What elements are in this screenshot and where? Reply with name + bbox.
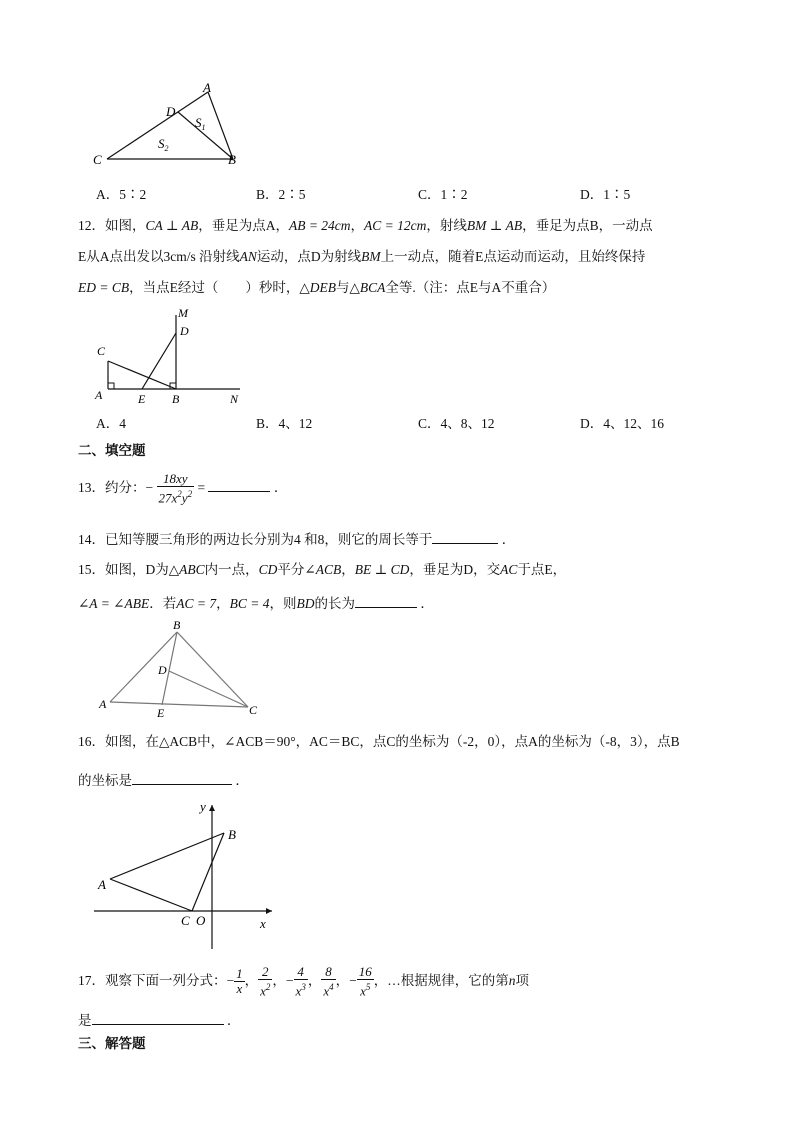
q17-answer-blank[interactable] (92, 1010, 224, 1025)
triangle-figure-q11 (88, 82, 258, 170)
label-D: D (158, 663, 167, 677)
q17-term: $\frac{8}{x^4}$ (323, 964, 334, 999)
q11-option-b: B．2∶5 (256, 187, 306, 202)
q12-line3: ED = CB，当点E经过（ ）秒时，△DEB与△BCA全等.（注：点E与A不重合） (78, 280, 556, 295)
label-E: E (138, 392, 146, 406)
q13-fraction: $\frac{18xy}{27x^2y^2}$ (158, 471, 193, 506)
coordinate-figure-q16 (88, 797, 288, 957)
label-B: B (172, 392, 180, 406)
figure-q12 (88, 305, 258, 408)
label-C: C (97, 344, 106, 358)
label-M: M (178, 306, 188, 320)
section-heading-fill-in: 二、填空题 (78, 443, 146, 459)
label-D: D (180, 324, 189, 338)
q12-option-c: C．4、8、12 (418, 416, 495, 431)
label-C: C (181, 913, 190, 928)
q11-option-c: C．1∶2 (418, 187, 468, 202)
q17-term: − $\frac{1}{x}$ (226, 966, 243, 997)
label-S2: $S_2$ (158, 136, 169, 153)
q15-line1: 15．如图，D为△ABC内一点，CD平分∠ACB，BE ⊥ CD，垂足为D，交AC于点E， (78, 562, 567, 577)
q17-term: $\frac{2}{x^2}$ (260, 964, 271, 999)
q16-line1: 16．如图，在△ACB中，∠ACB＝90°，AC＝BC，点C的坐标为（-2，0），点A的坐标为（-8，3），点B (78, 734, 680, 749)
figure-q15 (96, 620, 266, 720)
label-A: A (99, 697, 107, 711)
q12-line1: 12．如图，CA ⊥ AB，垂足为点A，AB = 24cm，AC = 12cm，射线BM ⊥ AB，垂足为点B，一动点 (78, 218, 653, 233)
label-A: A (98, 877, 106, 892)
q11-option-d: D．1∶5 (580, 187, 631, 202)
q17-term: − $\frac{16}{x^5}$ (349, 964, 372, 999)
q13: 13．约分：− $\frac{18xy}{27x^2y^2}$ = ． (78, 471, 288, 506)
q15-line2: ∠A = ∠ABE．若AC = 7，BC = 4，则BD的长为 ． (78, 593, 434, 613)
label-S1: $S_1$ (195, 115, 206, 132)
q11-option-a: A．5∶2 (96, 187, 147, 202)
label-A: A (95, 388, 103, 402)
q17-line2: 是 ． (78, 1010, 240, 1030)
q16-line2: 的坐标是 ． (78, 770, 249, 790)
q17-term: − $\frac{4}{x^3}$ (285, 964, 306, 999)
label-x: x (260, 916, 266, 931)
q16-answer-blank[interactable] (132, 770, 232, 785)
label-A: A (203, 82, 211, 95)
q12-line2: E从A点出发以3cm/s 沿射线AN运动，点D为射线BM上一动点，随着E点运动而运动，且始终保持 (78, 249, 646, 264)
q14-answer-blank[interactable] (432, 529, 498, 544)
label-C: C (249, 703, 258, 717)
label-y: y (200, 799, 206, 814)
label-B: B (228, 827, 236, 842)
label-E: E (157, 706, 165, 720)
label-D: D (166, 104, 176, 119)
q17-line1: 17．观察下面一列分式：− $\frac{1}{x}$ ， $\frac{2}{x^2}$ ，− $\frac{4}{x^3}$ ， $\frac{8}{x^4}$ ，− $\frac{16}{x^5}$ ，…根据规律，它的第n项 (78, 964, 529, 999)
q13-answer-blank[interactable] (208, 477, 270, 492)
q14: 14．已知等腰三角形的两边长分别为4 和8，则它的周长等于 ． (78, 529, 515, 549)
label-B: B (173, 620, 181, 632)
label-N: N (230, 392, 239, 406)
label-B: B (228, 152, 236, 167)
q15-answer-blank[interactable] (355, 593, 417, 608)
label-O: O (196, 913, 206, 928)
q12-option-d: D．4、12、16 (580, 416, 664, 431)
q17-terms: − $\frac{1}{x}$ ， $\frac{2}{x^2}$ ，− $\frac{4}{x^3}$ ， $\frac{8}{x^4}$ ，− $\frac{16}{x^5}$ (226, 964, 372, 999)
section-heading-solutions: 三、解答题 (78, 1036, 146, 1052)
q12-option-b: B．4、12 (256, 416, 313, 431)
q12-option-a: A．4 (96, 416, 126, 431)
label-C: C (93, 152, 102, 167)
